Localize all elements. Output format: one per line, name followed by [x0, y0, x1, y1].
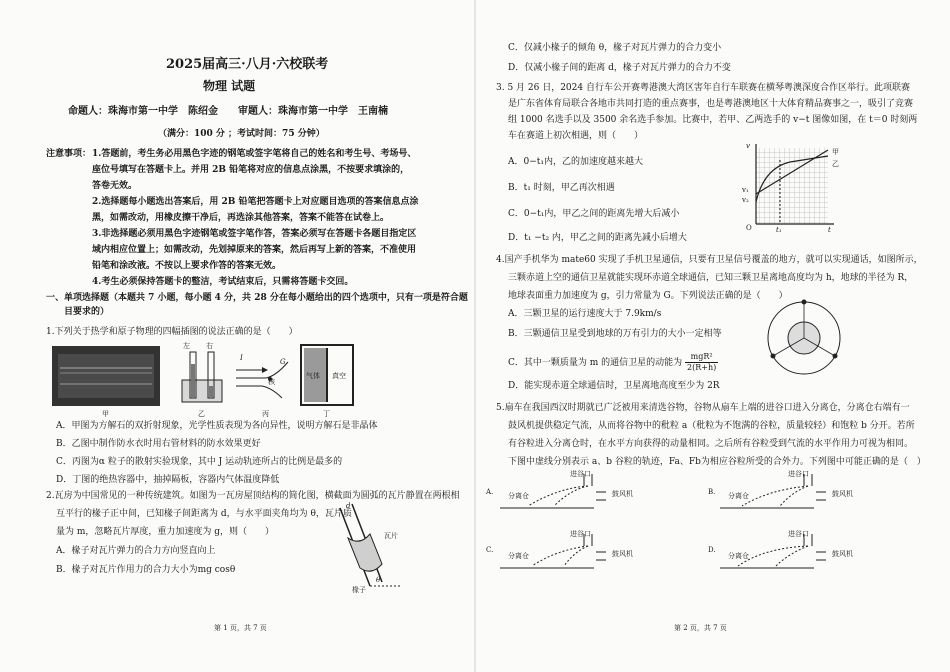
- q4-option-b: B．三颗通信卫星受到地球的万有引力的大小一定相等: [508, 329, 722, 339]
- calcite-photo: [52, 346, 160, 406]
- subject-title: 物理 试题: [203, 79, 256, 93]
- question-2-stem-line: 量为 m，忽略瓦片厚度，重力加速度为 g，则（ ）: [56, 527, 275, 537]
- q1-option-b: B．乙图中制作防水衣时用右管材料的防水效果更好: [56, 439, 261, 449]
- question-3-stem-line: 车在赛道上初次相遇，则（ ）: [508, 131, 644, 141]
- figure-label-jia: 甲: [102, 410, 109, 418]
- kinetic-energy-fraction: [685, 352, 718, 373]
- note-line: 座位号填写在答题卡上。并用 2B 铅笔将对应的信息点涂黑，不按要求填涂的，: [92, 165, 410, 175]
- note-line: 3.非选择题必须用黑色字迹钢笔或签字笔作答，答案必须写在答题卡各题目指定区: [92, 229, 417, 239]
- panel-d-inlet: 进谷口: [788, 530, 809, 538]
- question-3-stem-line: 组 1000 名选手以及 3500 余名选手参加。比赛中，若甲、乙两选手的 v−t 图像如图，在 t＝0 时刻两: [508, 115, 918, 125]
- panel-a-letter: A.: [486, 488, 494, 496]
- figure-label-bing: 丙: [262, 410, 269, 418]
- graph-label-t1: t₁: [776, 226, 782, 234]
- panel-c-chamber: 分离仓: [508, 552, 529, 560]
- note-line: 答卷无效。: [92, 181, 138, 191]
- panel-b-inlet: 进谷口: [788, 470, 809, 478]
- tube-label-left: 左: [183, 342, 190, 350]
- note-line: 域内相应位置上；如需改动，先划掉原来的答案，然后再写上新的答案，不准使用: [92, 245, 417, 255]
- graph-label-v1: v₁: [742, 186, 749, 194]
- panel-d-fan: 鼓风机: [832, 550, 853, 558]
- panel-a-chamber: 分离仓: [508, 492, 529, 500]
- panel-a-inlet: 进谷口: [570, 470, 591, 478]
- q2-option-b: B．椽子对瓦片作用力的合力大小为mg cosθ: [56, 565, 236, 575]
- panel-a-fan: 鼓风机: [612, 490, 633, 498]
- q2-option-c: C．仅减小椽子的倾角 θ，椽子对瓦片弹力的合力变小: [508, 43, 722, 53]
- question-2-stem-line: 互平行的椽子正中间，已知椽子间距离为 d，与水平面夹角均为 θ，瓦片质: [56, 509, 352, 519]
- fraction-denominator: 2(R+h): [687, 363, 717, 372]
- question-3-stem-line: 3. 5 月 26 日，2024 自行车公开赛粤港澳大湾区害年自行车联赛在横琴粤澳深度合作区举行。此项联赛: [496, 83, 910, 93]
- note-line: 黑，如需改动，用橡皮擦干净后，再选涂其他答案，答案不能答在试卷上。: [92, 213, 390, 223]
- roof-label-theta: θ: [376, 576, 381, 584]
- capillary-tubes-figure: [180, 344, 224, 404]
- question-3-stem-line: 是广东省体育局联合各地市共同打造的重点赛事，也是粤港澳地区十大体育精品赛事之一，吸引了竞赛: [508, 99, 914, 109]
- alpha-label-i: I: [240, 354, 243, 362]
- question-2-stem-line: 2.瓦房为中国常见的一种传统建筑。如图为一瓦房屋顶结构的简化图，横截面为圆弧的瓦片静置在两根相: [46, 491, 460, 501]
- figure-label-ding: 丁: [323, 410, 330, 418]
- exam-page-2: [476, 0, 950, 672]
- exam-page-1: [0, 0, 474, 672]
- graph-label-yi: 乙: [832, 160, 839, 168]
- panel-d-chamber: 分离仓: [728, 552, 749, 560]
- question-4-stem-line: 4.国产手机华为 mate60 实现了手机卫星通信，只要有卫星信号覆盖的地方，就可以实现通话，如图所示，: [496, 255, 923, 265]
- panel-d-letter: D.: [708, 546, 716, 554]
- roof-label-tile: 瓦片: [384, 532, 398, 540]
- tube-label-right: 右: [206, 342, 213, 350]
- q1-option-c: C．丙图为α 粒子的散射实验现象，其中 J 运动轨迹所占的比例是最多的: [56, 457, 343, 467]
- roof-tile-figure: [330, 502, 410, 594]
- q2-option-a: A．椽子对瓦片弹力的合力方向竖直向上: [56, 546, 216, 556]
- figure-label-yi: 乙: [198, 410, 205, 418]
- q2-option-d: D．仅减小椽子间的距离 d，椽子对瓦片弹力的合力不变: [508, 63, 731, 73]
- question-5-stem-line: 有谷粒进入分离仓时，在水平方向获得的动量相同。之后所有谷粒受到气流的水平作用力可视为相同。: [508, 439, 914, 449]
- graph-axis-t: t: [828, 226, 831, 234]
- note-line: 2.选择题每小题选出答案后，用 2B 铅笔把答题卡上对应题目选项的答案信息点涂: [92, 197, 419, 207]
- panel-c-fan: 鼓风机: [612, 550, 633, 558]
- graph-label-jia: 甲: [832, 148, 839, 156]
- question-1-stem: 1.下列关于热学和原子物理的四幅插图的说法正确的是（ ）: [46, 327, 298, 337]
- section-heading: 一、单项选择题（本题共 7 小题，每小题 4 分，共 28 分在每小题给出的四个选项中，只有一项是符合题: [46, 293, 468, 303]
- note-line: 铅笔和涂改液。不按以上要求作答的答案无效。: [92, 261, 282, 271]
- panel-c-inlet: 进谷口: [570, 530, 591, 538]
- container-vacuum-label: 真空: [332, 372, 346, 380]
- note-line: 4.考生必须保持答题卡的整洁，考试结束后，只需将答题卡交回。: [92, 277, 354, 287]
- question-4-stem-line: 地球表面重力加速度为 g，引力常量为 G。下列说法正确的是（ ）: [508, 291, 788, 301]
- q3-option-a: A．0−t₁内，乙的加速度越来越大: [508, 157, 643, 167]
- question-5-stem-line: 下图中虚线分别表示 a、b 谷粒的轨迹，Fa、Fb为相应谷粒所受的合外力。下列图中可能正确的是（ ）: [508, 457, 926, 467]
- satellite-orbit-figure: [764, 298, 844, 378]
- q1-option-a: A．甲图为方解石的双折射现象，光学性质表现为各向异性，说明方解石是非晶体: [56, 421, 378, 431]
- panel-b-fan: 鼓风机: [832, 490, 853, 498]
- roof-label-d: d: [346, 502, 351, 510]
- vt-graph: [744, 142, 840, 234]
- fraction-numerator: mgR²: [685, 352, 718, 363]
- q4-option-d: D．能实现赤道全球通信时，卫星离地高度至少为 2R: [508, 381, 720, 391]
- alpha-label-nucleus: 核: [268, 378, 275, 386]
- note-line: 1.答题前，考生务必用黑色字迹的钢笔或签字笔将自己的姓名和考生号、考场号、: [92, 149, 417, 159]
- q3-option-c: C．0−t₁内，甲乙之间的距离先增大后减小: [508, 209, 680, 219]
- notes-label: 注意事项：: [46, 149, 92, 159]
- roof-label-rafter: 椽子: [352, 586, 366, 594]
- panel-b-chamber: 分离仓: [728, 492, 749, 500]
- q4-option-c-text: C．其中一颗质量为 m 的通信卫星的动能为: [508, 358, 683, 368]
- alpha-label-g: G: [280, 358, 286, 366]
- section-heading-cont: 目要求的）: [64, 307, 110, 317]
- panel-c-letter: C.: [486, 546, 494, 554]
- container-gas-label: 气体: [306, 372, 320, 380]
- q3-option-b: B．t₁ 时刻，甲乙再次相遇: [508, 183, 615, 193]
- question-5-stem-line: 鼓风机提供稳定气流，从而将谷物中的秕粒 a（秕粒为不饱满的谷粒，质量较轻）和饱粒 b 分开。若所: [508, 421, 915, 431]
- question-5-stem-line: 5.扇车在我国西汉时期就已广泛被用来清选谷物，谷物从扇车上端的进谷口进入分离仓，分离仓右端有一: [496, 403, 910, 413]
- exam-header-title: 2025届高三·八月·六校联考: [166, 57, 329, 72]
- q3-option-d: D．t₁ −t₂ 内，甲乙之间的距离先减小后增大: [508, 233, 687, 243]
- q1-option-d: D．丁图的绝热容器中，抽掉隔板，容器内气体温度降低: [56, 475, 280, 485]
- graph-axis-v: v: [746, 142, 750, 150]
- page-2-footer: 第 2 页，共 7 页: [674, 624, 727, 632]
- q4-option-a: A．三颗卫星的运行速度大于 7.9km/s: [508, 309, 662, 319]
- question-4-stem-line: 三颗赤道上空的通信卫星就能实现环赤道全球通信，已知三颗卫星离地高度均为 h，地球的半径为 R，: [508, 273, 914, 283]
- score-time-line: （满分：100 分 ；考试时间：75 分钟）: [158, 129, 325, 139]
- panel-b-letter: B.: [708, 488, 716, 496]
- q4-option-c: [508, 352, 718, 373]
- page-1-footer: 第 1 页，共 7 页: [214, 624, 267, 632]
- graph-label-origin: O: [746, 224, 752, 232]
- authors-line: 命题人：珠海市第一中学 陈绍金 审题人：珠海市第一中学 王南楠: [68, 106, 388, 117]
- graph-label-v2: v₂: [742, 196, 749, 204]
